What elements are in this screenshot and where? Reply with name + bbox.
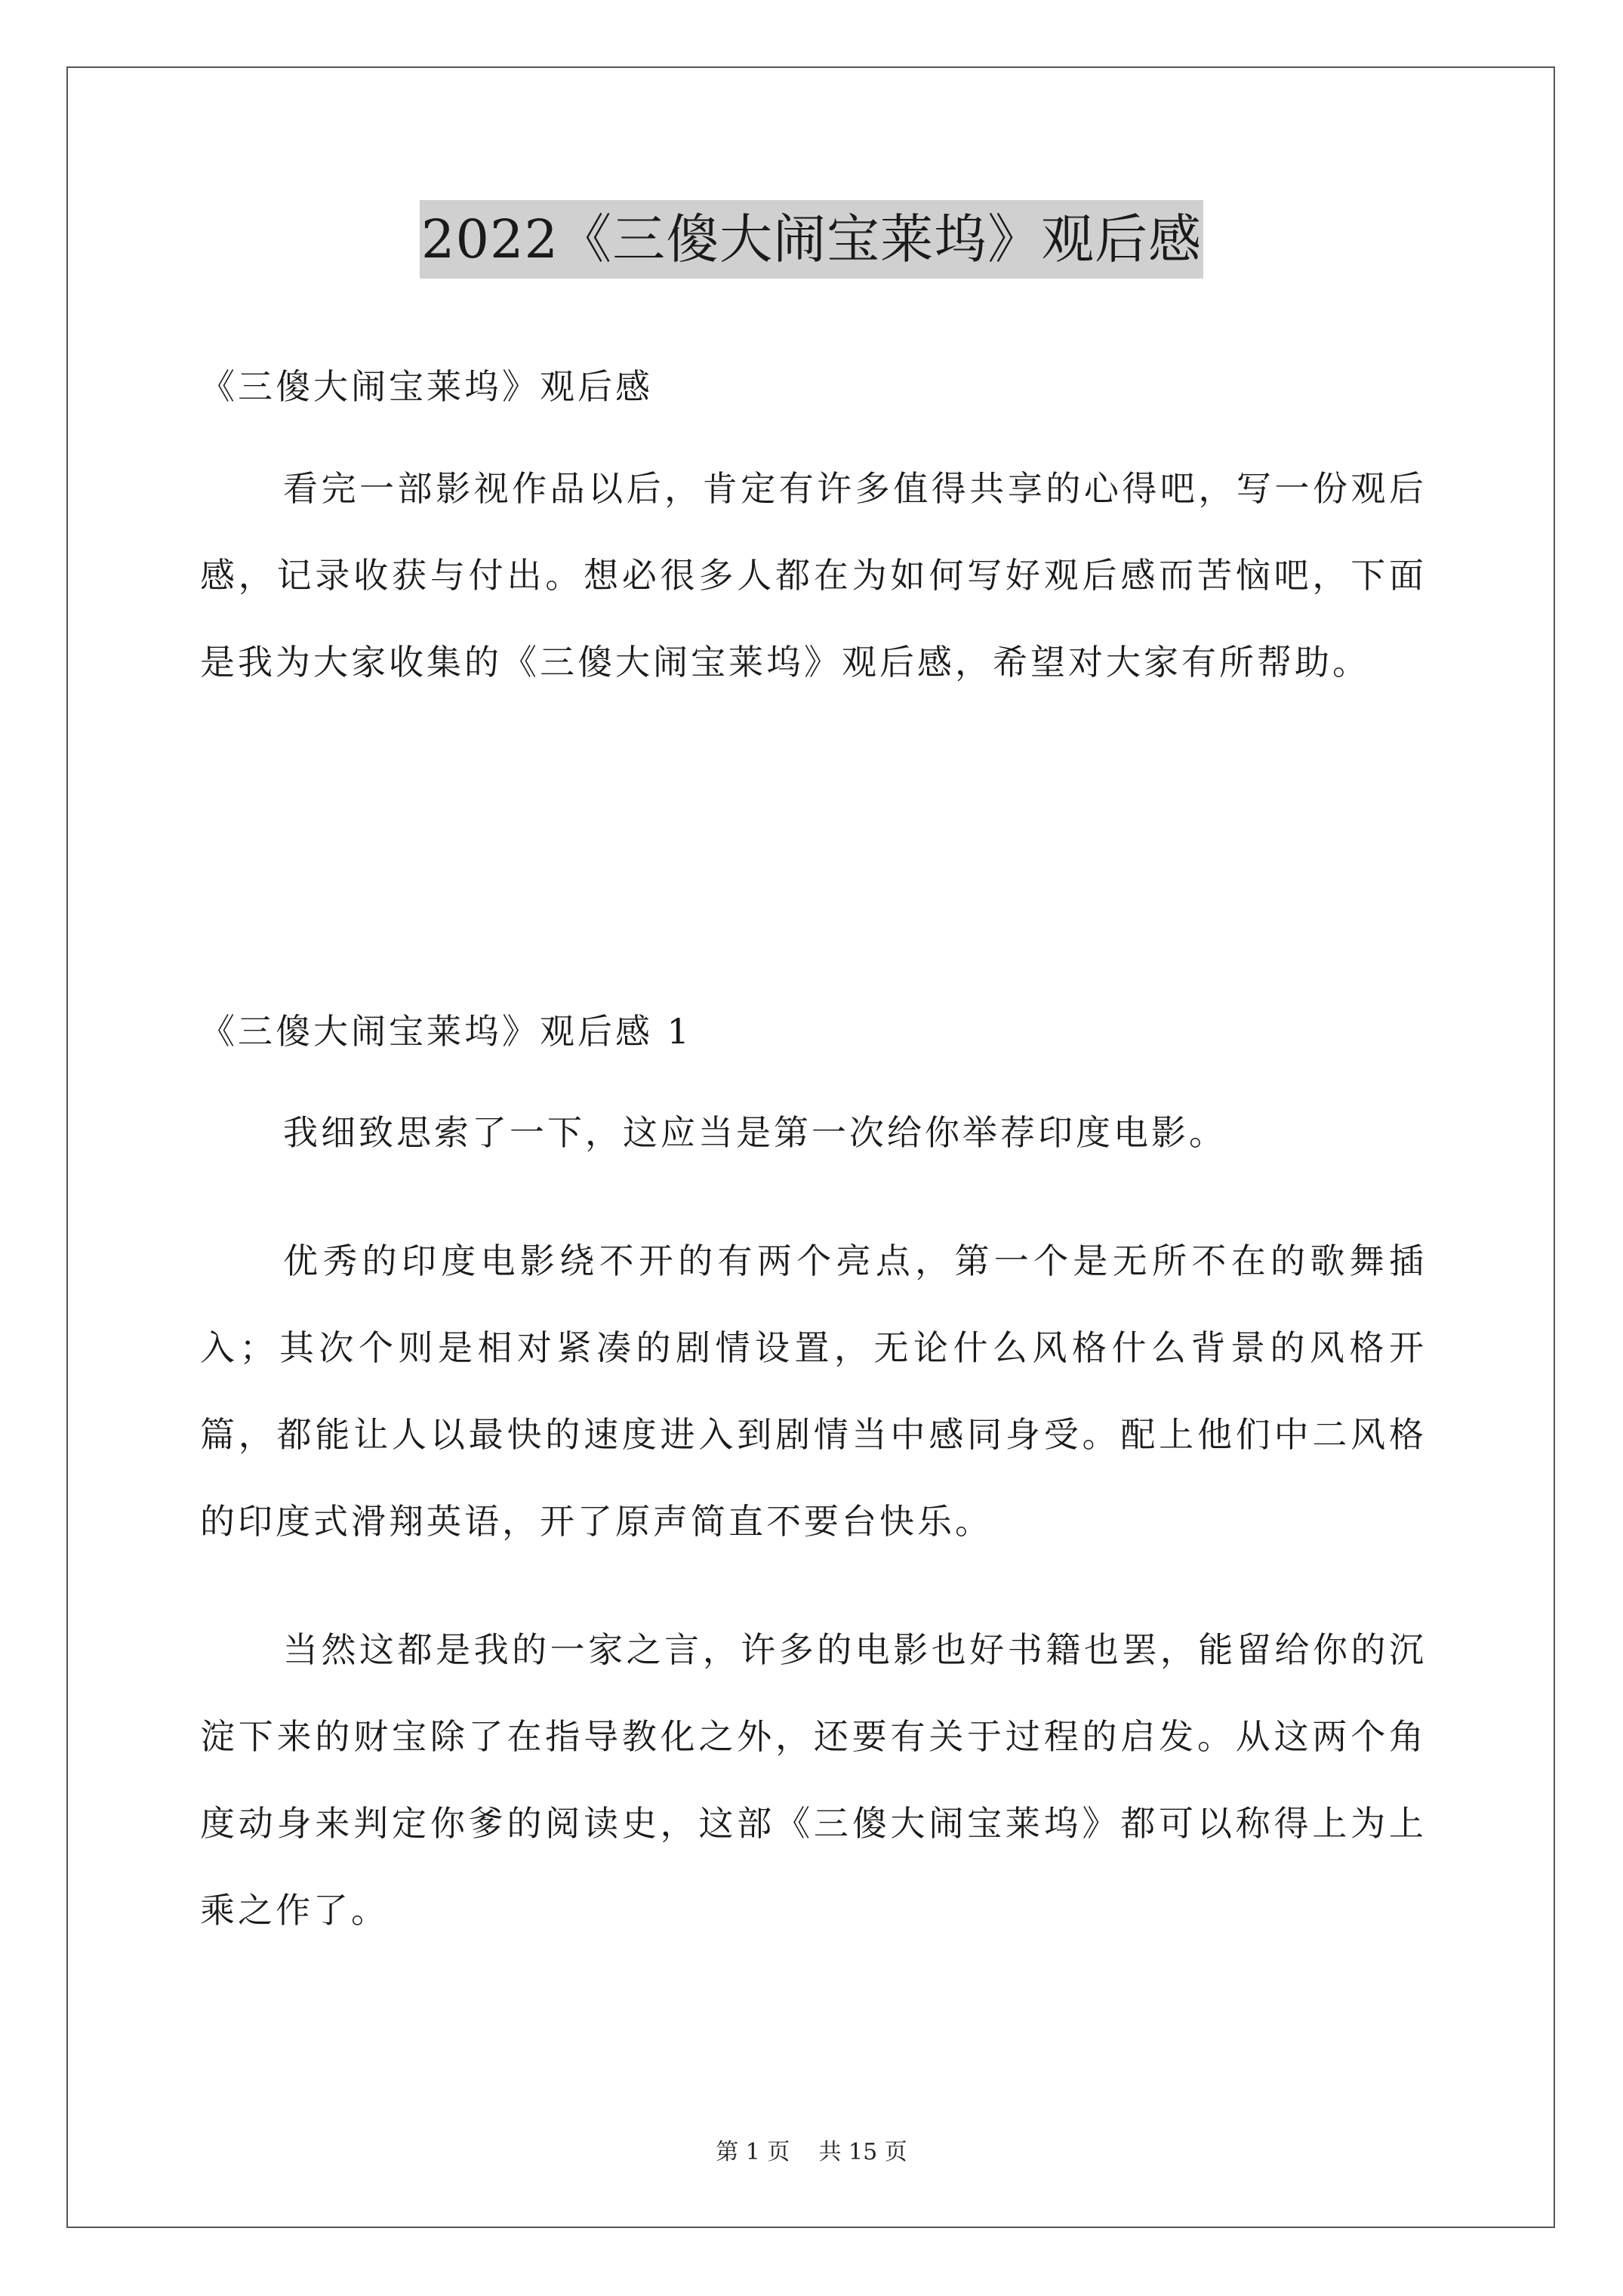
intro-heading: 《三傻大闹宝莱坞》观后感	[200, 366, 653, 407]
section-1-heading: 《三傻大闹宝莱坞》观后感 1	[200, 1011, 692, 1052]
document-title: 2022《三傻大闹宝莱坞》观后感	[420, 200, 1203, 279]
section-1-paragraph-3: 当然这都是我的一家之言，许多的电影也好书籍也罢，能留给你的沉淀下来的财宝除了在指导教化之外，还要有关于过程的启发。从这两个角度动身来判定你爹的阅读史，这部《三傻大闹宝莱坞》都可以称得上为上乘之作了。	[200, 1629, 1427, 1931]
title-container	[0, 200, 1623, 279]
section-1-paragraph-2: 优秀的印度电影绕不开的有两个亮点，第一个是无所不在的歌舞插入；其次个则是相对紧凑的剧情设置，无论什么风格什么背景的风格开篇，都能让人以最快的速度进入到剧情当中感同身受。配上他们中二风格的印度式滑翔英语，开了原声简直不要台快乐。	[200, 1240, 1427, 1542]
intro-paragraph: 看完一部影视作品以后，肯定有许多值得共享的心得吧，写一份观后感，记录收获与付出。想必很多人都在为如何写好观后感而苦恼吧，下面是我为大家收集的《三傻大闹宝莱坞》观后感，希望对大家有所帮助。	[200, 468, 1427, 683]
section-1-paragraph-1: 我细致思索了一下，这应当是第一次给你举荐印度电影。	[283, 1112, 1227, 1153]
page-footer: 第 1 页 共 15 页	[716, 2139, 907, 2165]
